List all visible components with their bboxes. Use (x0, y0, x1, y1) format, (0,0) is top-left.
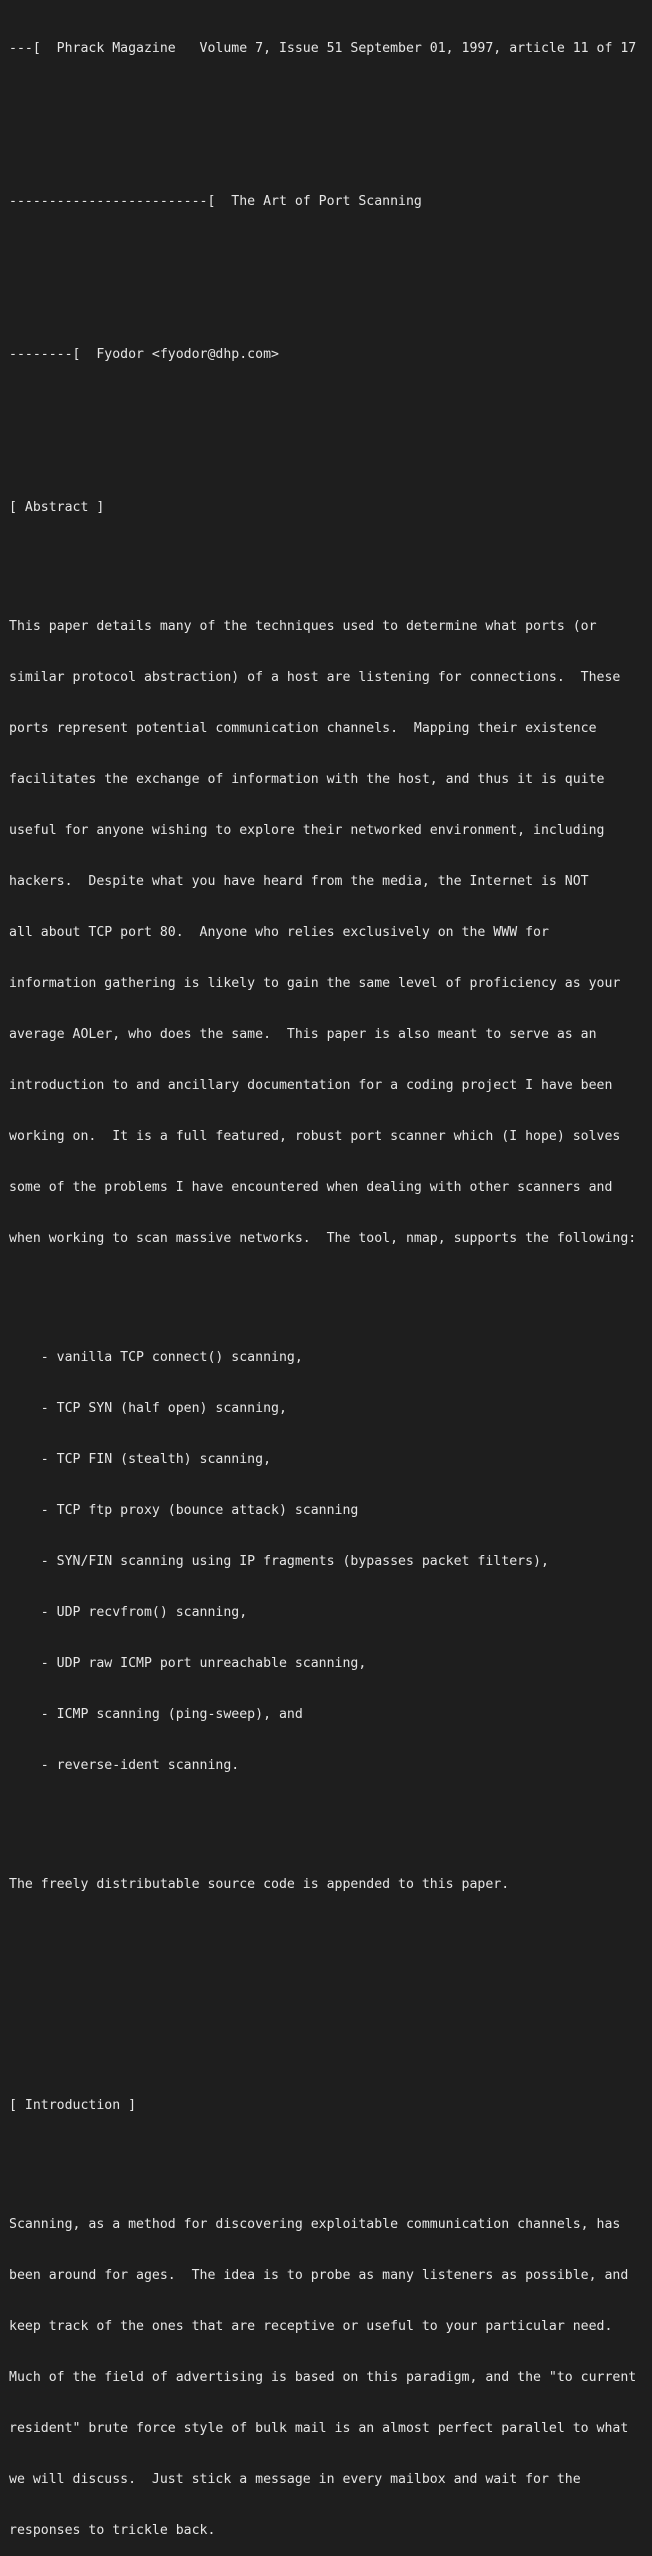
blank-line (9, 448, 636, 465)
abstract-paragraph-line: similar protocol abstraction) of a host are listening for connections. These (9, 670, 621, 685)
blank-line (9, 2148, 636, 2165)
introduction-paragraph-line: keep track of the ones that are receptive or useful to your particular need. (9, 2319, 613, 2334)
scan-type-list-item: - TCP SYN (half open) scanning, (9, 1401, 287, 1416)
introduction-paragraph-line: we will discuss. Just stick a message in every mailbox and wait for the (9, 2472, 581, 2487)
magazine-header-line: ---[ Phrack Magazine Volume 7, Issue 51 September 01, 1997, article 11 of 17 (9, 41, 637, 56)
abstract-paragraph-line: introduction to and ancillary documentation for a coding project I have been (9, 1078, 613, 1093)
introduction-paragraph-line: Scanning, as a method for discovering exploitable communication channels, has (9, 2217, 621, 2232)
abstract-paragraph-line: useful for anyone wishing to explore their networked environment, including (9, 823, 605, 838)
scan-type-list-item: - ICMP scanning (ping-sweep), and (9, 1707, 303, 1722)
blank-line (9, 244, 636, 261)
abstract-paragraph-line: working on. It is a full featured, robust port scanner which (I hope) solves (9, 1129, 621, 1144)
scan-type-list-item: - UDP recvfrom() scanning, (9, 1605, 248, 1620)
scan-type-list-item: - TCP ftp proxy (bounce attack) scanning (9, 1503, 359, 1518)
article-text (9, 6, 636, 2556)
scan-type-list-item: - TCP FIN (stealth) scanning, (9, 1452, 272, 1467)
abstract-paragraph-line: hackers. Despite what you have heard from the media, the Internet is NOT (9, 874, 589, 889)
introduction-paragraph-line: been around for ages. The idea is to probe as many listeners as possible, and (9, 2268, 629, 2283)
scan-type-list-item: - reverse-ident scanning. (9, 1758, 240, 1773)
blank-line (9, 1927, 636, 1944)
blank-line (9, 1978, 636, 1995)
abstract-paragraph-line: average AOLer, who does the same. This paper is also meant to serve as an (9, 1027, 597, 1042)
author-line: --------[ Fyodor <fyodor@dhp.com> (9, 347, 279, 362)
abstract-paragraph-line: when working to scan massive networks. The tool, nmap, supports the following: (9, 1231, 637, 1246)
article-title-line: -------------------------[ The Art of Port Scanning (9, 194, 422, 209)
abstract-paragraph-line: all about TCP port 80. Anyone who relies exclusively on the WWW for (9, 925, 549, 940)
blank-line (9, 550, 636, 567)
introduction-paragraph-line: resident" brute force style of bulk mail is an almost perfect parallel to what (9, 2421, 629, 2436)
abstract-paragraph-line: ports represent potential communication channels. Mapping their existence (9, 721, 597, 736)
blank-line (9, 1808, 636, 1825)
introduction-paragraph-line: Much of the field of advertising is based on this paradigm, and the "to current (9, 2370, 637, 2385)
abstract-paragraph-line: some of the problems I have encountered when dealing with other scanners and (9, 1180, 613, 1195)
abstract-closing-line: The freely distributable source code is appended to this paper. (9, 1877, 510, 1892)
blank-line (9, 2029, 636, 2046)
blank-line (9, 91, 636, 108)
scan-type-list-item: - UDP raw ICMP port unreachable scanning, (9, 1656, 367, 1671)
abstract-heading: [ Abstract ] (9, 500, 105, 515)
abstract-paragraph-line: information gathering is likely to gain the same level of proficiency as your (9, 976, 621, 991)
scan-type-list-item: - SYN/FIN scanning using IP fragments (bypasses packet filters), (9, 1554, 549, 1569)
introduction-heading: [ Introduction ] (9, 2098, 137, 2113)
blank-line (9, 397, 636, 414)
blank-line (9, 295, 636, 312)
blank-line (9, 142, 636, 159)
abstract-paragraph-line: facilitates the exchange of information with the host, and thus it is quite (9, 772, 605, 787)
abstract-paragraph-line: This paper details many of the techniques used to determine what ports (or (9, 619, 597, 634)
blank-line (9, 1281, 636, 1298)
introduction-paragraph-line: responses to trickle back. (9, 2523, 216, 2538)
scan-type-list-item: - vanilla TCP connect() scanning, (9, 1350, 303, 1365)
